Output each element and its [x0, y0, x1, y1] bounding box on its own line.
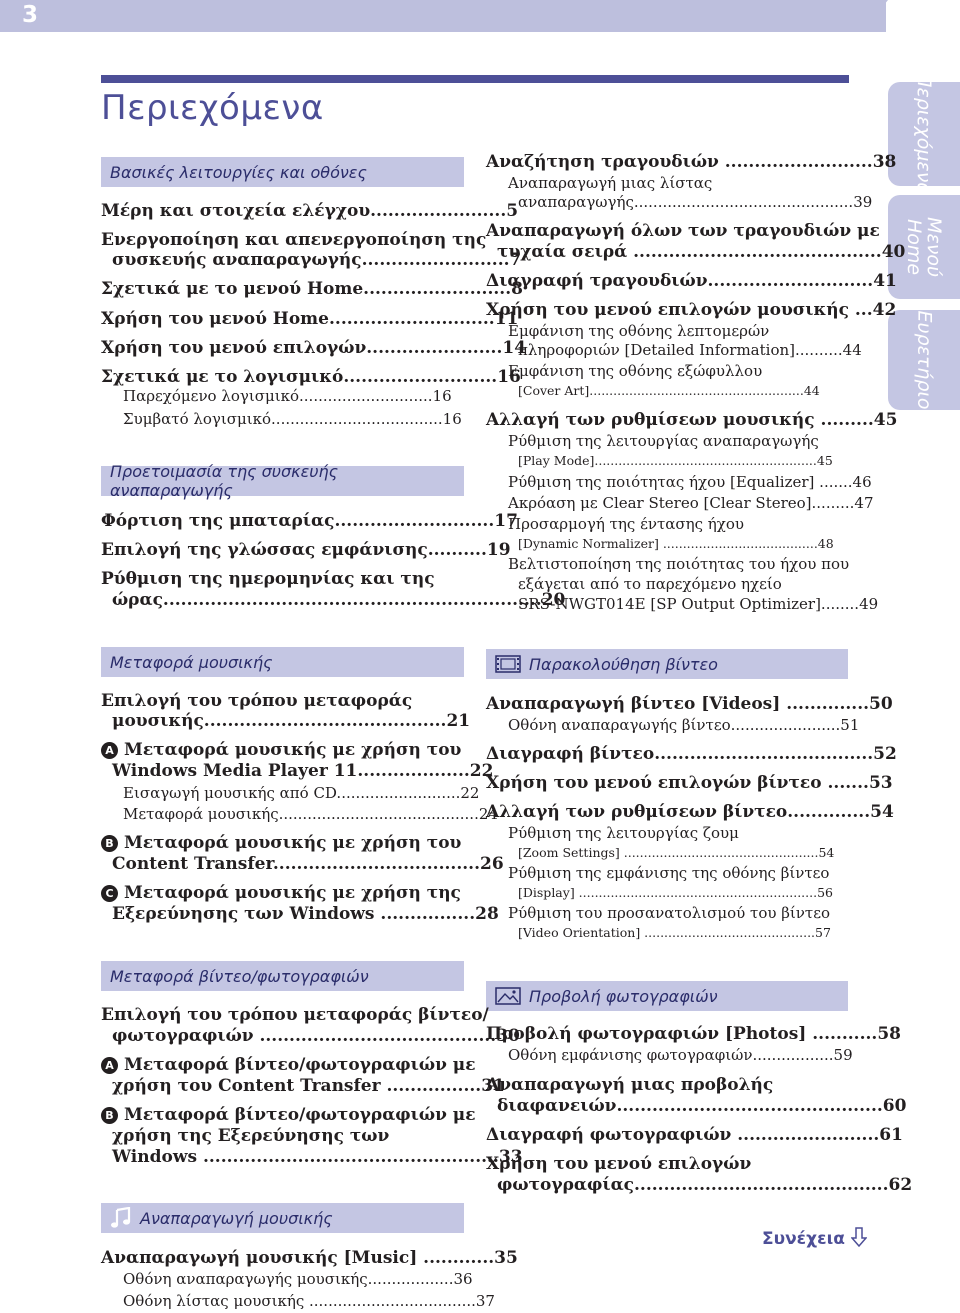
- toc-subentry[interactable]: [Play Mode]........................................................45: [518, 453, 833, 468]
- toc-entry[interactable]: Χρήση του μενού επιλογών: [486, 1154, 752, 1174]
- toc-entry[interactable]: Αναπαραγωγή όλων των τραγουδιών με: [486, 221, 880, 241]
- toc-subentry[interactable]: Ρύθμιση της λειτουργίας αναπαραγωγής: [508, 432, 819, 450]
- toc-subentry[interactable]: Ρύθμιση της εμφάνισης της οθόνης βίντεο: [508, 864, 830, 882]
- toc-entry[interactable]: A Μεταφορά βίντεο/φωτογραφιών με: [101, 1055, 476, 1075]
- badge-a-icon: A: [101, 742, 118, 759]
- continue-link[interactable]: Συνέχεια: [762, 1227, 867, 1252]
- badge-b-icon: B: [101, 1107, 118, 1124]
- toc-entry[interactable]: Αλλαγή των ρυθμίσεων μουσικής .........45: [486, 410, 898, 430]
- toc-subentry[interactable]: Οθόνη λίστας μουσικής ...................................37: [123, 1292, 495, 1310]
- toc-entry[interactable]: διαφανειών.............................................60: [497, 1096, 907, 1116]
- toc-entry[interactable]: Διαγραφή βίντεο.....................................52: [486, 744, 897, 764]
- toc-subentry[interactable]: Αναπαραγωγή μιας λίστας: [508, 174, 713, 192]
- toc-subentry[interactable]: Συμβατό λογισμικό....................................16: [123, 410, 462, 428]
- toc-entry[interactable]: Προβολή φωτογραφιών [Photos] ...........58: [486, 1024, 901, 1044]
- toc-subentry[interactable]: Ακρόαση με Clear Stereo [Clear Stereo].........47: [508, 494, 874, 512]
- tab-index[interactable]: Ευρετήριο: [888, 310, 960, 410]
- toc-entry[interactable]: τυχαία σειρά ..........................................40: [497, 242, 906, 262]
- section-transfer-video: Μεταφορά βίντεο/φωτογραφιών: [101, 961, 464, 991]
- toc-subentry[interactable]: Προσαρμογή της έντασης ήχου: [508, 515, 745, 533]
- toc-entry[interactable]: A Μεταφορά μουσικής με χρήση του: [101, 740, 461, 760]
- toc-subentry[interactable]: [Display] ............................................................56: [518, 885, 833, 900]
- section-basic: Βασικές λειτουργίες και οθόνες: [101, 157, 464, 187]
- toc-subentry[interactable]: Ρύθμιση του προσανατολισμού του βίντεο: [508, 904, 831, 922]
- toc-entry[interactable]: Επιλογή του τρόπου μεταφοράς βίντεο/: [101, 1005, 489, 1025]
- badge-c-icon: C: [101, 885, 118, 902]
- toc-subentry[interactable]: Οθόνη αναπαραγωγής βίντεο.......................51: [508, 716, 860, 734]
- toc-subentry[interactable]: Παρεχόμενο λογισμικό............................16: [123, 387, 452, 405]
- toc-entry[interactable]: Μέρη και στοιχεία ελέγχου.......................5: [101, 201, 519, 221]
- toc-entry[interactable]: Αναπαραγωγή μουσικής [Music] ............35: [101, 1248, 518, 1268]
- toc-entry[interactable]: Εξερεύνησης των Windows ................28: [112, 904, 499, 924]
- toc-entry[interactable]: Αναπαραγωγή βίντεο [Videos] ..............50: [486, 694, 893, 714]
- toc-subentry[interactable]: Βελτιστοποίηση της ποιότητας του ήχου που: [508, 555, 850, 573]
- toc-entry[interactable]: Χρήση του μενού Home............................11: [101, 309, 519, 329]
- toc-entry[interactable]: χρήση της Εξερεύνησης των: [112, 1126, 390, 1146]
- toc-subentry[interactable]: αναπαραγωγής..............................................39: [518, 193, 873, 211]
- toc-entry[interactable]: Αλλαγή των ρυθμίσεων βίντεο..............54: [486, 802, 894, 822]
- toc-entry[interactable]: Επιλογή της γλώσσας εμφάνισης..........19: [101, 540, 511, 560]
- down-arrow-outline-icon: [851, 1227, 867, 1252]
- title-rule: [101, 75, 849, 83]
- toc-entry[interactable]: Διαγραφή τραγουδιών............................41: [486, 271, 897, 291]
- toc-entry[interactable]: Χρήση του μενού επιλογών μουσικής ...42: [486, 300, 897, 320]
- toc-entry[interactable]: ώρας................................................................20: [112, 590, 566, 610]
- toc-entry[interactable]: Χρήση του μενού επιλογών.......................14: [101, 338, 527, 358]
- music-note-icon: [110, 1207, 132, 1229]
- toc-entry[interactable]: Content Transfer...................................26: [112, 854, 504, 874]
- toc-subentry[interactable]: [Zoom Settings] .................................................54: [518, 845, 835, 860]
- toc-entry[interactable]: χρήση του Content Transfer ................31: [112, 1076, 505, 1096]
- toc-subentry[interactable]: [Video Orientation] ...........................................57: [518, 925, 831, 940]
- film-strip-icon: [495, 655, 521, 673]
- toc-subentry[interactable]: [Dynamic Normalizer] .......................................48: [518, 536, 834, 551]
- toc-entry[interactable]: Σχετικά με το μενού Home.........................8: [101, 279, 523, 299]
- toc-subentry[interactable]: Οθόνη αναπαραγωγής μουσικής..................36: [123, 1270, 473, 1288]
- toc-entry[interactable]: μουσικής.........................................21: [112, 711, 471, 731]
- toc-subentry[interactable]: Οθόνη εμφάνισης φωτογραφιών.................59: [508, 1046, 853, 1064]
- photo-icon: [495, 987, 521, 1005]
- badge-a-icon: A: [101, 1057, 118, 1074]
- toc-subentry[interactable]: εξάγεται από το παρεχόμενο ηχείο: [518, 575, 782, 593]
- toc-subentry[interactable]: Εμφάνιση της οθόνης λεπτομερών: [508, 322, 770, 340]
- badge-b-icon: B: [101, 835, 118, 852]
- toc-entry[interactable]: C Μεταφορά μουσικής με χρήση της: [101, 883, 461, 903]
- toc-entry[interactable]: Διαγραφή φωτογραφιών ........................61: [486, 1125, 903, 1145]
- toc-subentry[interactable]: SRS-NWGT014E [SP Output Optimizer]........49: [518, 595, 879, 613]
- section-prep: Προετοιμασία της συσκευής αναπαραγωγής: [101, 466, 464, 496]
- toc-subentry[interactable]: Εισαγωγή μουσικής από CD..........................22: [123, 784, 480, 802]
- toc-entry[interactable]: Αναπαραγωγή μιας προβολής: [486, 1075, 774, 1095]
- toc-subentry[interactable]: [Cover Art]......................................................44: [518, 383, 820, 398]
- section-view-photo: Προβολή φωτογραφιών: [486, 981, 848, 1011]
- toc-entry[interactable]: φωτογραφίας...........................................62: [497, 1175, 913, 1195]
- toc-subentry[interactable]: Μεταφορά μουσικής..........................................24: [123, 805, 498, 823]
- toc-entry[interactable]: Ρύθμιση της ημερομηνίας και της: [101, 569, 435, 589]
- tab-home-menu[interactable]: Μενού Home: [888, 195, 960, 299]
- toc-entry[interactable]: Ενεργοποίηση και απενεργοποίηση της: [101, 230, 487, 250]
- page-title: Περιεχόμενα: [101, 88, 324, 128]
- toc-subentry[interactable]: Ρύθμιση της λειτουργίας ζουμ: [508, 824, 739, 842]
- toc-entry[interactable]: φωτογραφιών ........................................30: [112, 1026, 520, 1046]
- toc-entry[interactable]: Windows ..................................................33: [112, 1147, 523, 1167]
- toc-entry[interactable]: B Μεταφορά βίντεο/φωτογραφιών με: [101, 1105, 476, 1125]
- toc-subentry[interactable]: πληροφοριών [Detailed Information]..........44: [518, 341, 862, 359]
- toc-entry[interactable]: συσκευής αναπαραγωγής.........................7: [112, 250, 522, 270]
- toc-subentry[interactable]: Εμφάνιση της οθόνης εξώφυλλου: [508, 362, 763, 380]
- page-number: 3: [22, 2, 39, 28]
- toc-entry[interactable]: Χρήση του μενού επιλογών βίντεο .......53: [486, 773, 893, 793]
- section-play-music: Αναπαραγωγή μουσικής: [101, 1203, 464, 1233]
- toc-entry[interactable]: Σχετικά με το λογισμικό..........................16: [101, 367, 521, 387]
- toc-entry[interactable]: Επιλογή του τρόπου μεταφοράς: [101, 691, 413, 711]
- toc-entry[interactable]: Windows Media Player 11...................22: [112, 761, 494, 781]
- toc-subentry[interactable]: Ρύθμιση της ποιότητας ήχου [Equalizer] .......46: [508, 473, 872, 491]
- section-transfer-music: Μεταφορά μουσικής: [101, 647, 464, 677]
- toc-entry[interactable]: B Μεταφορά μουσικής με χρήση του: [101, 833, 461, 853]
- toc-entry[interactable]: Αναζήτηση τραγουδιών .........................38: [486, 152, 897, 172]
- tab-contents[interactable]: Περιεχόμενα: [888, 82, 960, 186]
- section-watch-video: Παρακολούθηση βίντεο: [486, 649, 848, 679]
- top-bar: [0, 0, 960, 32]
- toc-entry[interactable]: Φόρτιση της μπαταρίας...........................17: [101, 511, 518, 531]
